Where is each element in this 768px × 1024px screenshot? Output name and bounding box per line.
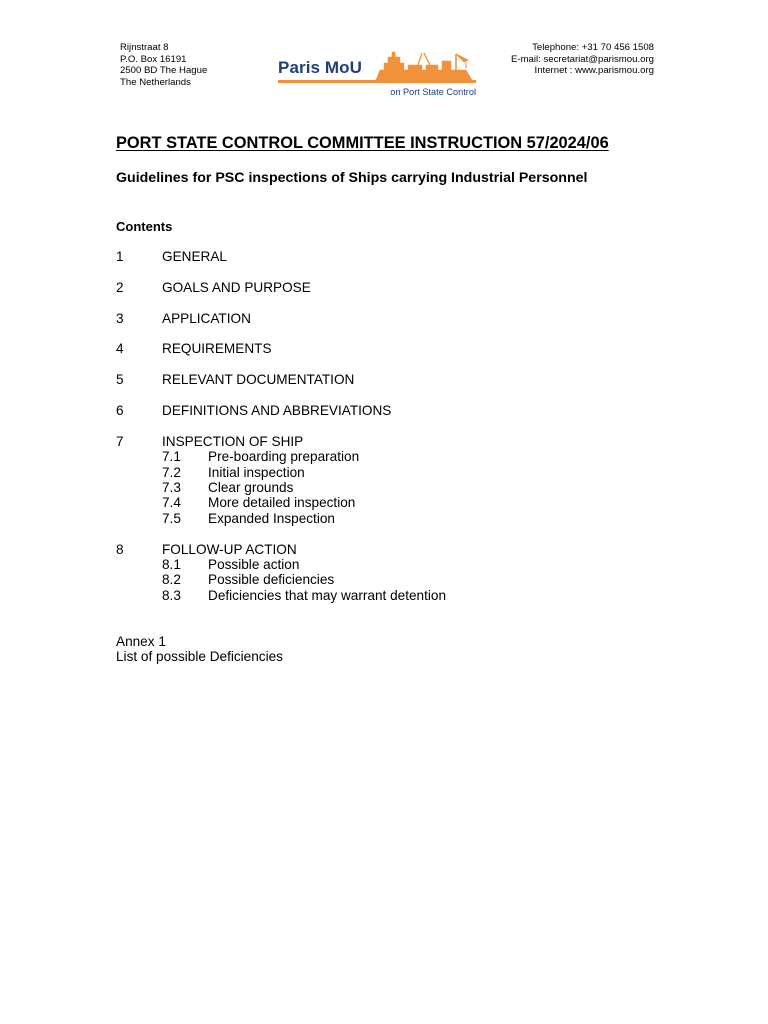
toc-sublabel: Pre-boarding preparation <box>208 449 360 465</box>
toc-sublabel: Initial inspection <box>208 464 305 480</box>
toc-section <box>116 542 676 604</box>
toc-subsection <box>116 511 676 526</box>
toc-section <box>116 249 676 264</box>
toc-label: DEFINITIONS AND ABBREVIATIONS <box>162 402 392 418</box>
toc-subsection <box>116 449 676 464</box>
toc-subsection <box>116 480 676 495</box>
toc-section <box>116 311 676 326</box>
toc-subsection <box>116 495 676 510</box>
toc-subnumber: 7.4 <box>162 495 181 511</box>
toc-subsection <box>116 572 676 587</box>
address-line: P.O. Box 16191 <box>120 53 187 65</box>
toc-number: 8 <box>116 541 124 557</box>
annex-label: Annex 1 <box>116 634 166 649</box>
address-block <box>120 42 207 88</box>
toc-section <box>116 403 676 418</box>
toc-sublabel: Expanded Inspection <box>208 510 335 526</box>
toc-number: 2 <box>116 279 124 295</box>
toc-label: INSPECTION OF SHIP <box>162 433 304 449</box>
toc-sublabel: Deficiencies that may warrant detention <box>208 587 447 603</box>
contact-line: Internet : www.parismou.org <box>534 65 654 77</box>
toc-sublabel: Possible action <box>208 557 300 573</box>
address-line: The Netherlands <box>120 76 191 88</box>
toc-section <box>116 372 676 387</box>
toc-number: 7 <box>116 433 124 449</box>
toc-label: RELEVANT DOCUMENTATION <box>162 372 355 388</box>
toc-section <box>116 280 676 295</box>
toc-subnumber: 8.2 <box>162 572 181 588</box>
contact-block <box>511 42 654 77</box>
toc-section <box>116 434 676 526</box>
toc-subnumber: 7.2 <box>162 464 181 480</box>
toc-label: REQUIREMENTS <box>162 341 272 357</box>
toc-number: 4 <box>116 341 124 357</box>
document-subtitle: Guidelines for PSC inspections of Ships carrying Industrial Personnel <box>116 170 588 186</box>
toc-subnumber: 8.3 <box>162 587 181 603</box>
toc-number: 5 <box>116 372 124 388</box>
document-title: PORT STATE CONTROL COMMITTEE INSTRUCTION 57/2024/06 <box>116 134 609 152</box>
toc-label: GENERAL <box>162 249 227 264</box>
logo-name: Paris MoU <box>278 58 363 77</box>
logo-tagline: on Port State Control <box>390 87 476 97</box>
address-line: 2500 BD The Hague <box>120 65 208 77</box>
contact-line: Telephone: +31 70 456 1508 <box>532 42 654 53</box>
toc-subsection <box>116 465 676 480</box>
toc-number: 1 <box>116 249 124 264</box>
toc-subnumber: 8.1 <box>162 557 181 573</box>
toc-section <box>116 341 676 356</box>
toc-subnumber: 7.3 <box>162 480 181 495</box>
paris-mou-logo <box>276 50 478 100</box>
contents-heading: Contents <box>116 219 173 234</box>
toc-label: APPLICATION <box>162 310 251 326</box>
toc-sublabel: More detailed inspection <box>208 495 356 511</box>
toc-number: 6 <box>116 402 124 418</box>
toc-subnumber: 7.1 <box>162 449 181 465</box>
annex-title: List of possible Deficiencies <box>116 649 283 665</box>
logo-underline <box>278 80 476 83</box>
address-line: Rijnstraat 8 <box>120 42 169 53</box>
toc-label: GOALS AND PURPOSE <box>162 279 311 295</box>
toc-number: 3 <box>116 310 124 326</box>
contact-line: E-mail: secretariat@parismou.org <box>510 53 654 65</box>
toc-sublabel: Possible deficiencies <box>208 572 335 588</box>
annex-block <box>116 634 283 665</box>
toc-label: FOLLOW-UP ACTION <box>162 541 297 557</box>
toc-subsection <box>116 588 676 603</box>
toc-sublabel: Clear grounds <box>208 480 294 495</box>
table-of-contents <box>116 249 676 619</box>
toc-subnumber: 7.5 <box>162 510 181 526</box>
toc-subsection <box>116 557 676 572</box>
